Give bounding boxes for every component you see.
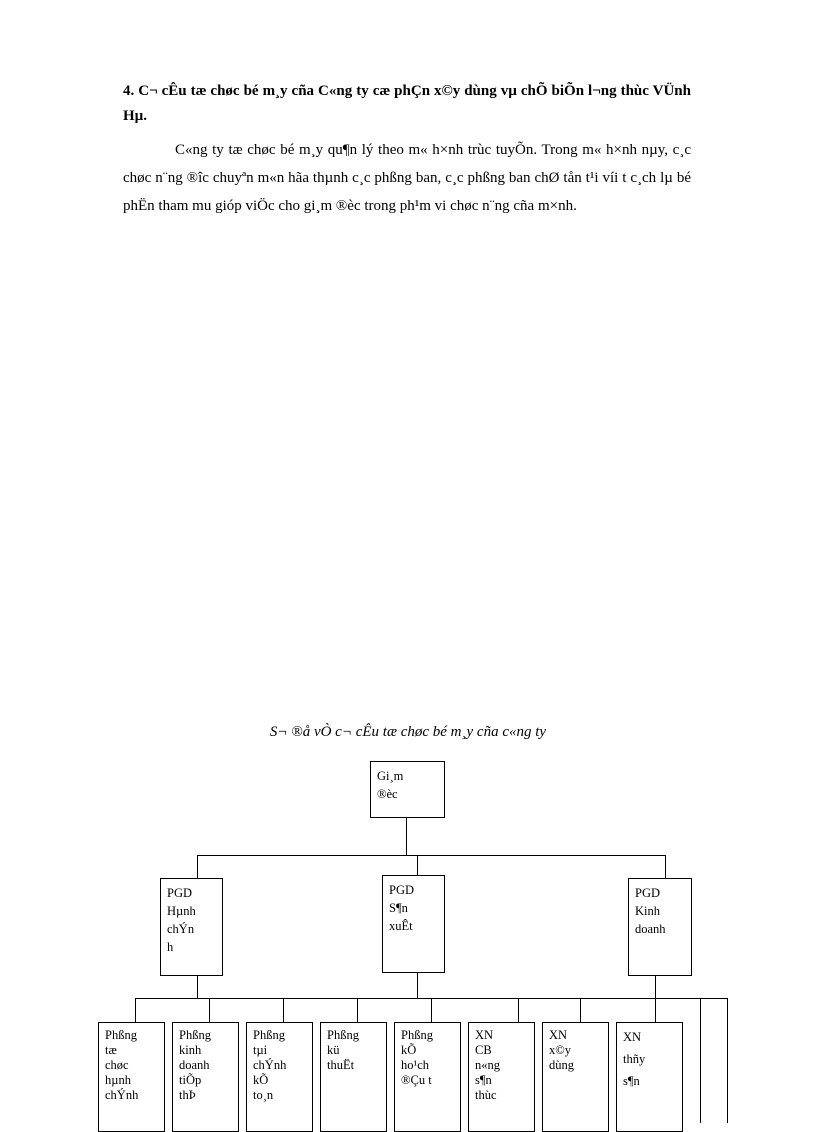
box-dept-agri-processing-line-5: thùc: [475, 1088, 497, 1102]
section-heading: 4. C¬ cÊu tæ chøc bé m¸y cña C«ng ty cæ phÇn x©y dùng vµ chÕ biÕn l¬ng thùc VÜnh Hµ.: [123, 83, 691, 124]
box-deputy-admin-line-1: PGD: [167, 886, 193, 900]
connector-dept-4: [357, 998, 358, 1022]
connector-deputy-3: [665, 855, 666, 879]
connector-dept-5: [431, 998, 432, 1022]
box-director-line-2: ®èc: [377, 787, 398, 801]
connector-dept-1: [135, 998, 136, 1022]
box-dept-agri-processing-line-3: n«ng: [475, 1058, 500, 1072]
box-deputy-production-line-3: xuÊt: [389, 919, 413, 933]
box-dept-planning-line-3: ho¹ch: [401, 1058, 430, 1072]
box-dept-finance: [246, 1022, 313, 1132]
box-dept-technical-line-2: kü: [327, 1043, 340, 1057]
box-dept-admin-line-3: chøc: [105, 1058, 129, 1072]
box-dept-sales-line-1: Phßng: [179, 1028, 211, 1042]
box-deputy-production: [382, 875, 445, 973]
connector-dept-3: [283, 998, 284, 1022]
box-deputy-business-line-3: doanh: [635, 922, 666, 936]
box-deputy-business: [628, 878, 692, 976]
box-deputy-production-line-2: S¶n: [389, 901, 408, 915]
box-dept-planning-line-2: kÕ: [401, 1043, 417, 1057]
box-dept-admin: [98, 1022, 165, 1132]
connector-dept-6: [518, 998, 519, 1022]
connector-deputy-2-down: [417, 972, 418, 999]
box-dept-sales-line-4: tiÕp: [179, 1073, 202, 1087]
box-dept-admin-line-4: hµnh: [105, 1073, 131, 1087]
box-deputy-admin-line-2: Hµnh: [167, 904, 196, 918]
box-deputy-admin: [160, 878, 223, 976]
box-deputy-business-line-2: Kinh: [635, 904, 660, 918]
box-dept-aquaculture: [616, 1022, 683, 1132]
box-dept-planning-line-4: ®Çu t: [401, 1073, 432, 1087]
box-dept-technical-line-1: Phßng: [327, 1028, 359, 1042]
box-dept-aquaculture-line-3: s¶n: [623, 1074, 640, 1088]
box-dept-sales-line-5: thÞ: [179, 1088, 196, 1102]
box-dept-admin-line-2: tæ: [105, 1043, 117, 1057]
box-dept-sales: [172, 1022, 239, 1132]
box-dept-construction-line-3: dùng: [549, 1058, 574, 1072]
box-dept-finance-line-2: tµi: [253, 1043, 268, 1057]
box-deputy-production-line-1: PGD: [389, 883, 415, 897]
box-dept-admin-line-5: chÝnh: [105, 1088, 139, 1102]
box-dept-planning-line-1: Phßng: [401, 1028, 433, 1042]
diagram-title: S¬ ®å vÒ c¬ cÊu tæ chøc bé m¸y cña c«ng ty: [269, 724, 547, 740]
box-dept-aquaculture-line-1: XN: [623, 1030, 642, 1044]
box-deputy-business-line-1: PGD: [635, 886, 661, 900]
connector-dept-7: [580, 998, 581, 1022]
box-dept-aquaculture-line-2: thñy: [623, 1052, 646, 1066]
box-deputy-admin-line-3: chÝn: [167, 922, 195, 936]
connector-deputy-2: [417, 855, 418, 876]
box-dept-finance-line-3: chÝnh: [253, 1058, 287, 1072]
box-dept-agri-processing: [468, 1022, 535, 1132]
box-director: [370, 761, 445, 818]
connector-deputy-3-down: [655, 975, 656, 999]
box-dept-agri-processing-line-4: s¶n: [475, 1073, 492, 1087]
connector-right-edge: [727, 998, 728, 1123]
box-deputy-admin-line-4: h: [167, 940, 174, 954]
connector-dept-8: [655, 998, 656, 1022]
box-dept-technical: [320, 1022, 387, 1132]
box-dept-sales-line-2: kinh: [179, 1043, 202, 1057]
box-dept-finance-line-4: kÕ: [253, 1073, 269, 1087]
box-dept-planning: [394, 1022, 461, 1132]
box-dept-agri-processing-line-2: CB: [475, 1043, 492, 1057]
connector-director-down: [406, 817, 407, 856]
connector-deputies-bar: [197, 855, 665, 856]
connector-dept-2: [209, 998, 210, 1022]
box-dept-construction: [542, 1022, 609, 1132]
box-dept-admin-line-1: Phßng: [105, 1028, 137, 1042]
section-paragraph: C«ng ty tæ chøc bé m¸y qu¶n lý theo m« h×nh trùc tuyÕn. Trong m« h×nh nµy, c¸c chøc n¨ng ®îc chuyªn m«n hãa thµnh c¸c phßng ban, c¸c phßng ban chØ tån t¹i víi t c¸ch lµ bé phËn tham mu gióp viÖc cho gi¸m ®èc trong ph¹m vi chøc n¨ng cña m×nh.: [123, 142, 691, 214]
box-dept-agri-processing-line-1: XN: [475, 1028, 494, 1042]
connector-deputy-1-down: [197, 975, 198, 999]
box-dept-sales-line-3: doanh: [179, 1058, 210, 1072]
box-dept-finance-line-1: Phßng: [253, 1028, 285, 1042]
box-director-line-1: Gi¸m: [377, 769, 404, 783]
box-dept-construction-line-2: x©y: [549, 1043, 571, 1057]
box-dept-construction-line-1: XN: [549, 1028, 568, 1042]
box-dept-finance-line-5: to¸n: [253, 1088, 274, 1102]
connector-deputy-1: [197, 855, 198, 879]
box-dept-technical-line-3: thuËt: [327, 1058, 355, 1072]
connector-dept-9-edge: [700, 998, 701, 1123]
